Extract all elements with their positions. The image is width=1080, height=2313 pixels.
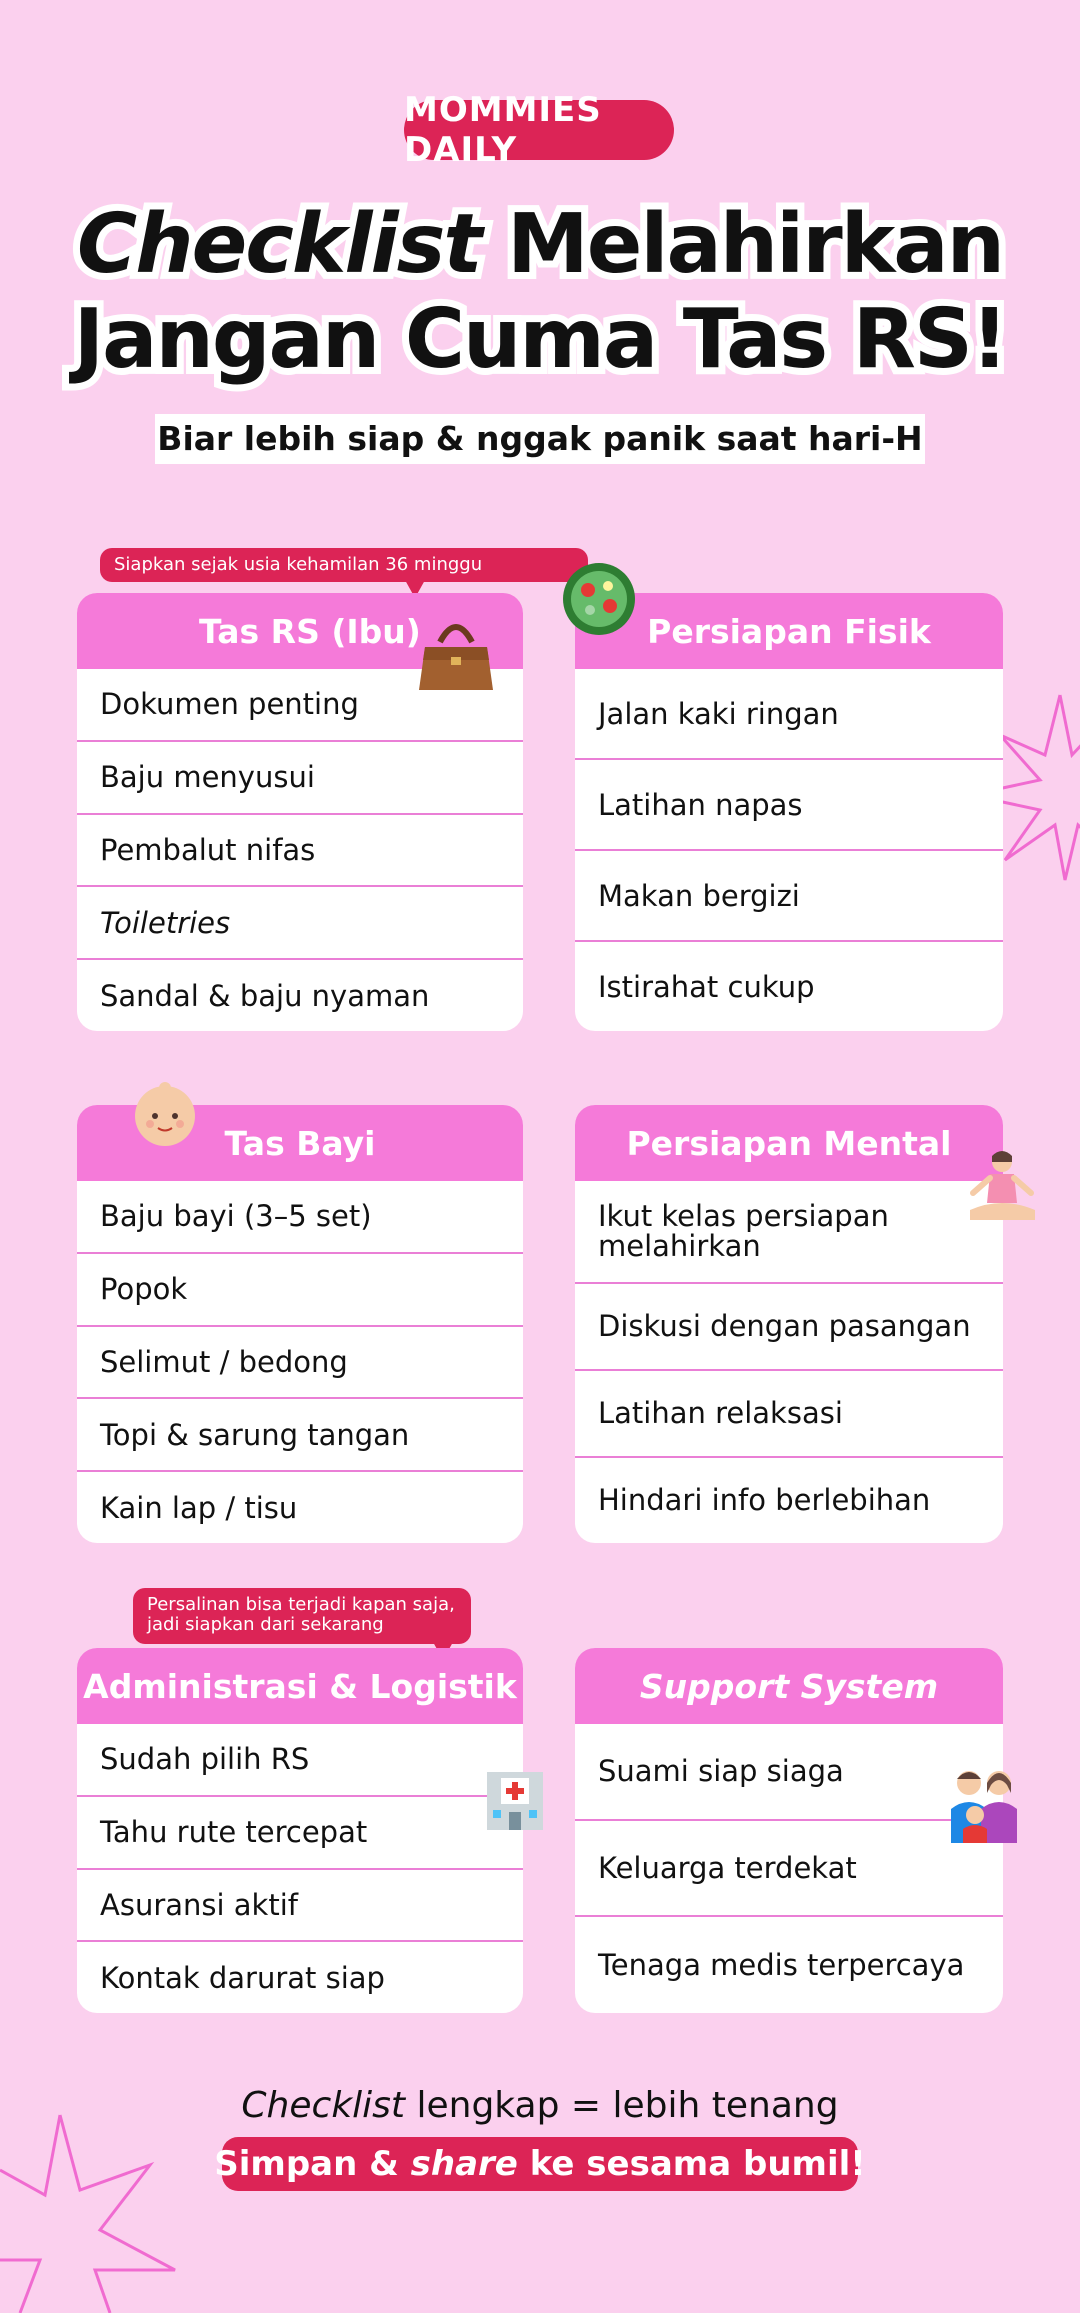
tooltip-text-line1: Persalinan bisa terjadi kapan saja, xyxy=(147,1594,455,1615)
list-item[interactable]: Selimut / bedong xyxy=(77,1325,523,1398)
footer-italic: Checklist xyxy=(241,2085,406,2126)
list-item[interactable]: Kain lap / tisu xyxy=(77,1470,523,1543)
list-item[interactable]: Dokumen penting xyxy=(100,687,359,722)
handbag-icon xyxy=(415,612,497,694)
list-item[interactable]: Makan bergizi xyxy=(575,849,1003,940)
title-italic: Checklist xyxy=(77,197,481,292)
list-item[interactable]: Istirahat cukup xyxy=(575,940,1003,1031)
list-item[interactable]: Toiletries xyxy=(77,885,523,958)
list-item[interactable]: Diskusi dengan pasangan xyxy=(575,1282,1003,1369)
page-title-line1 xyxy=(0,195,1080,295)
page-title-line2: Jangan Cuma Tas RS! xyxy=(73,292,1007,387)
flower-decoration-icon xyxy=(0,2110,190,2313)
footer-tagline xyxy=(0,2085,1080,2126)
list-item[interactable]: Tahu rute tercepat xyxy=(77,1795,523,1868)
card-title: Tas Bayi xyxy=(77,1105,523,1181)
card-tas-bayi xyxy=(77,1105,523,1543)
meditation-icon xyxy=(965,1148,1040,1228)
list-item[interactable]: Jalan kaki ringan xyxy=(598,696,839,731)
title-rest: Melahirkan xyxy=(480,197,1003,292)
list-item[interactable]: Pembalut nifas xyxy=(77,813,523,886)
tooltip-text-line2: jadi siapkan dari sekarang xyxy=(147,1614,384,1635)
list-item[interactable]: Latihan relaksasi xyxy=(575,1369,1003,1456)
card-administrasi-logistik xyxy=(77,1648,523,2013)
card-support-system xyxy=(575,1648,1003,2013)
baby-icon xyxy=(130,1078,200,1148)
list-item[interactable]: Asuransi aktif xyxy=(77,1868,523,1941)
list-item[interactable]: Baju menyusui xyxy=(77,740,523,813)
list-item[interactable]: Topi & sarung tangan xyxy=(77,1397,523,1470)
subtitle: Biar lebih siap & nggak panik saat hari-H xyxy=(155,414,925,464)
salad-icon xyxy=(560,560,638,638)
list-item[interactable]: Sandal & baju nyaman xyxy=(77,958,523,1031)
list-item[interactable]: Hindari info berlebihan xyxy=(575,1456,1003,1543)
card-title: Persiapan Mental xyxy=(575,1105,1003,1181)
list-item[interactable]: Kontak darurat siap xyxy=(77,1940,523,2013)
share-cta-button[interactable] xyxy=(214,2137,866,2191)
card-title: Persiapan Fisik xyxy=(575,593,1003,669)
hospital-icon xyxy=(483,1764,547,1832)
brand-logo: MOMMIES DAILY xyxy=(404,100,674,160)
card-title: Support System xyxy=(575,1648,1003,1724)
cta-pre: Simpan & xyxy=(214,2144,411,2184)
tooltip-admin xyxy=(133,1588,471,1644)
cta-italic: share xyxy=(410,2144,518,2184)
list-item[interactable]: Baju bayi (3–5 set) xyxy=(100,1199,372,1234)
list-item[interactable]: Suami siap siaga xyxy=(598,1754,844,1789)
cta-post: ke sesama bumil! xyxy=(517,2144,866,2184)
card-persiapan-fisik xyxy=(575,593,1003,1031)
tooltip-tas-rs xyxy=(100,548,588,582)
list-item[interactable]: Popok xyxy=(77,1252,523,1325)
footer-rest: lengkap = lebih tenang xyxy=(405,2085,839,2126)
list-item[interactable]: Sudah pilih RS xyxy=(100,1742,310,1777)
list-item[interactable]: Keluarga terdekat xyxy=(575,1819,1003,1916)
family-icon xyxy=(945,1765,1023,1843)
card-title: Tas RS (Ibu) xyxy=(77,593,523,669)
list-item[interactable]: Tenaga medis terpercaya xyxy=(575,1915,1003,2013)
list-item[interactable]: Latihan napas xyxy=(575,758,1003,849)
list-item[interactable]: Ikut kelas persiapan melahirkan xyxy=(598,1199,889,1264)
card-title: Administrasi & Logistik xyxy=(77,1648,523,1724)
card-persiapan-mental xyxy=(575,1105,1003,1543)
tooltip-text: Siapkan sejak usia kehamilan 36 minggu xyxy=(114,554,483,575)
